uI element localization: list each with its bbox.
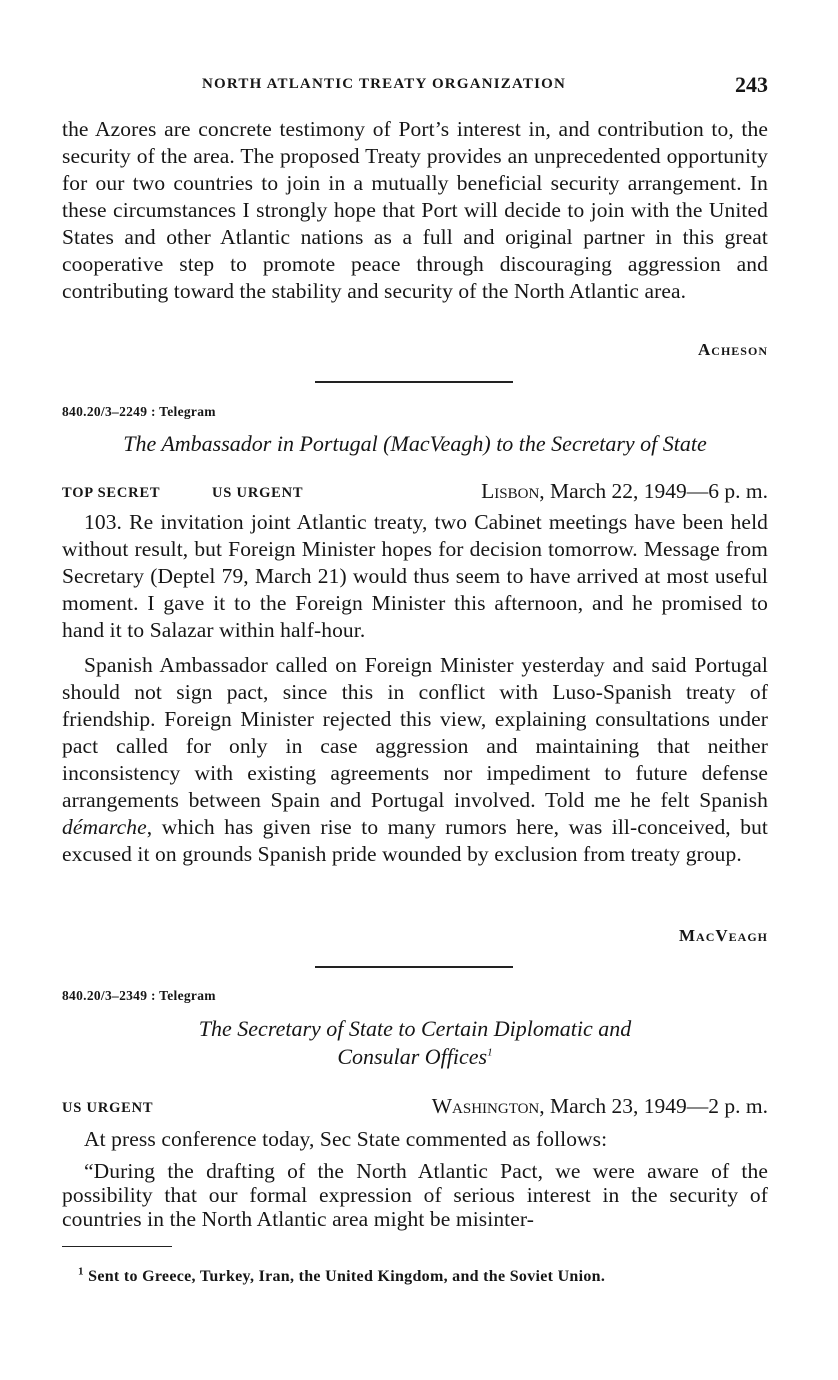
doc3-paragraph-1: At press conference today, Sec State commented as follows: <box>84 1127 608 1151</box>
doc3-title-line-2-wrap <box>62 1043 768 1071</box>
doc3-place-date <box>432 1094 768 1119</box>
running-head: NORTH ATLANTIC TREATY ORGANIZATION <box>202 76 567 92</box>
doc3-title-line-1: The Secretary of State to Certain Diplomatic and <box>198 1016 632 1041</box>
doc1-paragraph: the Azores are concrete testimony of Port’s interest in, and contribution to, the security of the area. The proposed Treaty provides an unprecedented opportunity for our two countries to join in a mutually beneficial security arrangement. In these circumstances I strongly hope that Port will decide to join with the United States and other Atlantic nations as a full and original partner in this great cooperative step to promote peace through discouraging aggression and contributing toward the stability and security of the North Atlantic area. <box>62 117 768 303</box>
doc1-body <box>62 116 768 305</box>
doc3-footnote-marker: 1 <box>487 1046 493 1059</box>
doc2-paragraph-2-italic: démarche <box>62 815 147 839</box>
section-divider <box>315 381 513 383</box>
footnote-marker: 1 <box>78 1265 84 1278</box>
section-divider <box>315 966 513 968</box>
doc3-file-ref: 840.20/3–2349 : Telegram <box>62 988 216 1003</box>
doc3-priority: US URGENT <box>62 1100 154 1116</box>
doc2-classification: TOP SECRET <box>62 485 161 501</box>
doc3-title <box>62 1015 768 1071</box>
doc2-place-date <box>481 479 768 504</box>
doc2-signature: MacVeagh <box>679 926 768 945</box>
footnote <box>78 1265 768 1286</box>
doc2-paragraph-2 <box>62 652 768 868</box>
doc2-dateline <box>62 479 768 507</box>
footnote-divider <box>62 1246 172 1247</box>
doc3-body <box>62 1126 768 1231</box>
doc2-title: The Ambassador in Portugal (MacVeagh) to the Secretary of State <box>123 431 707 456</box>
doc2-priority: US URGENT <box>212 485 304 501</box>
doc3-dateline <box>62 1094 768 1122</box>
doc2-paragraph-2-end: , which has given rise to many rumors here, was ill-conceived, but excused it on grounds Spanish pride wounded by exclusion from treaty group. <box>62 815 768 866</box>
doc2-body <box>62 509 768 868</box>
doc3-paragraph-2: “During the drafting of the North Atlantic Pact, we were aware of the possibility that our formal expression of serious interest in the security of countries in the North Atlantic area might be misinter- <box>62 1159 768 1231</box>
doc2-file-ref: 840.20/3–2249 : Telegram <box>62 404 216 419</box>
doc3-place: Washington <box>431 1094 540 1118</box>
doc3-date: , March 23, 1949—2 p. m. <box>539 1094 768 1118</box>
page-header <box>62 72 768 102</box>
doc2-date: , March 22, 1949—6 p. m. <box>539 479 768 503</box>
footnote-text: Sent to Greece, Turkey, Iran, the United Kingdom, and the Soviet Union. <box>88 1268 606 1285</box>
doc1-signature: Acheson <box>698 340 768 359</box>
page-number: 243 <box>735 72 768 97</box>
doc3-title-line-2: Consular Offices <box>337 1044 488 1069</box>
doc2-place: Lisbon <box>481 479 540 503</box>
doc2-paragraph-2-start: Spanish Ambassador called on Foreign Minister yesterday and said Portugal should not sign pact, since this in conflict with Luso-Spanish treaty of friendship. Foreign Minister rejected this view, explaining consultations under pact called for only in case aggression and maintaining that neither inconsistency with existing agreements nor impediment to future defense arrangements between Spain and Portugal involved. Told me he felt Spanish <box>62 653 768 812</box>
doc2-paragraph-1: 103. Re invitation joint Atlantic treaty, two Cabinet meetings have been held without result, but Foreign Minister hopes for decision tomorrow. Message from Secretary (Deptel 79, March 21) would thus seem to have arrived at most useful moment. I gave it to the Foreign Minister this afternoon, and he promised to hand it to Salazar within half-hour. <box>62 510 768 642</box>
